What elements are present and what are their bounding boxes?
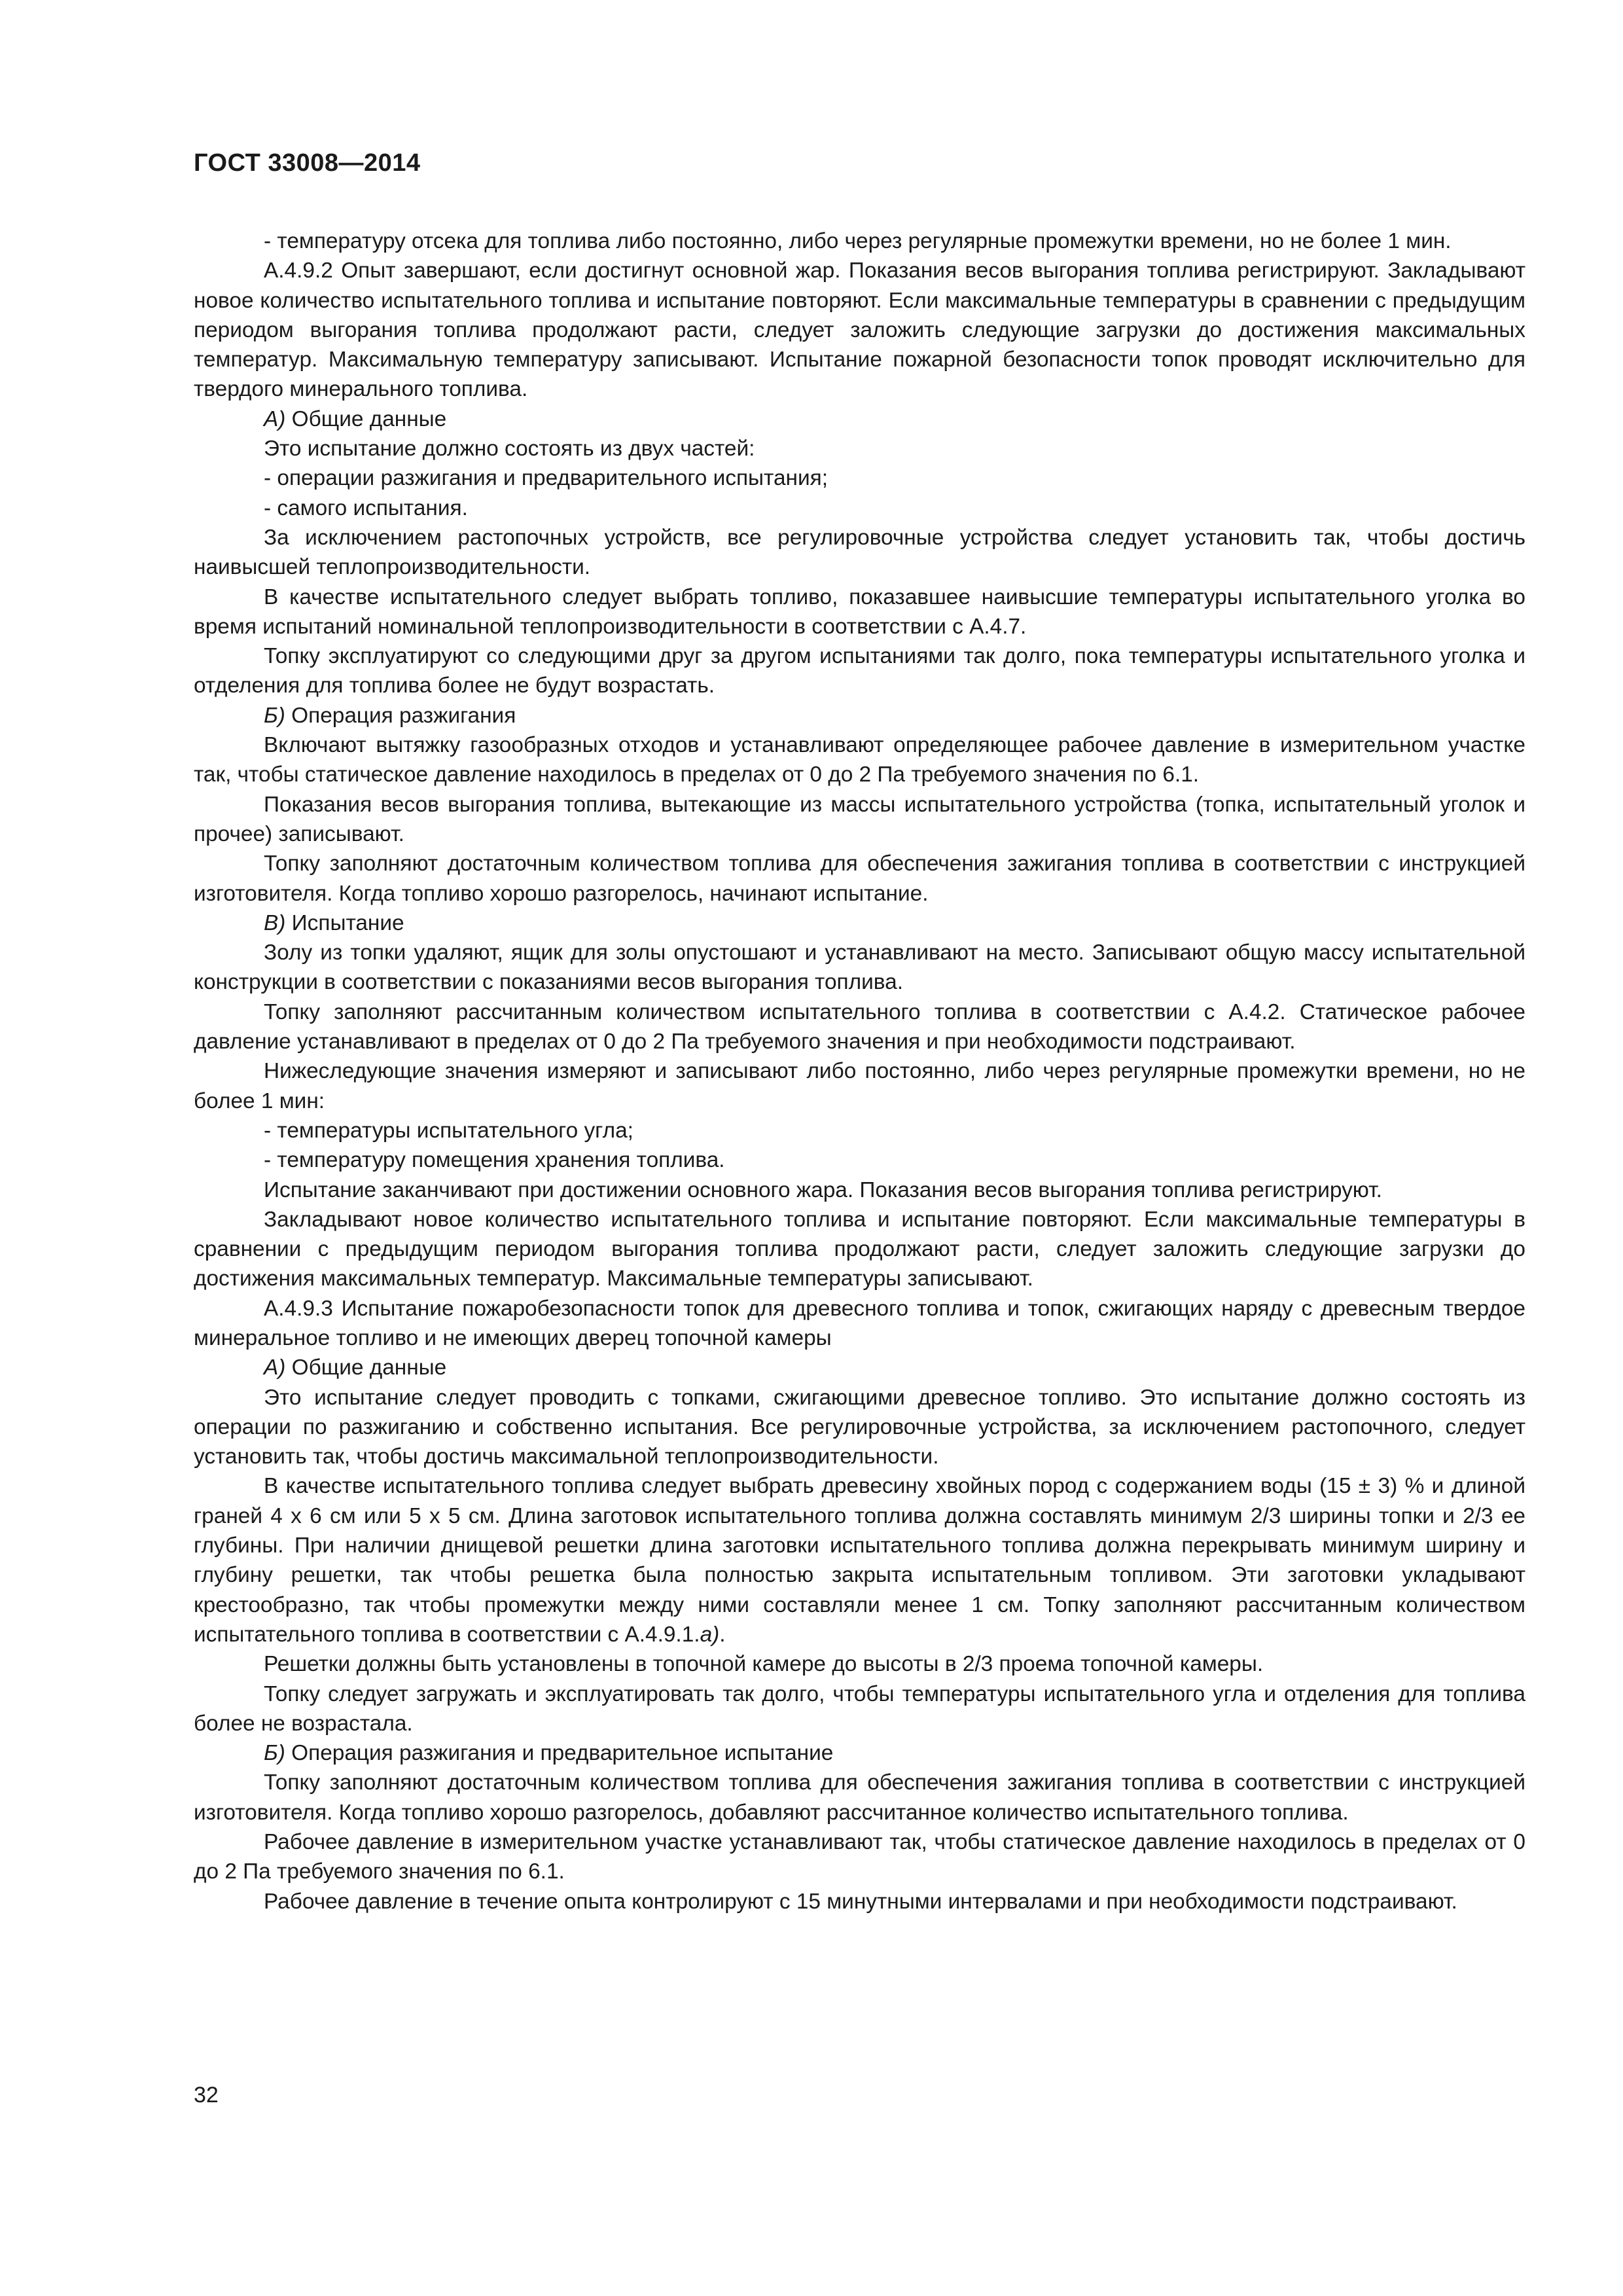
paragraph-text: Общие данные — [285, 406, 447, 431]
paragraph: Решетки должны быть установлены в топочной камере до высоты в 2/3 проема топочной камеры. — [264, 1652, 1264, 1677]
section-label: Б) — [264, 1741, 285, 1766]
paragraph: - операции разжигания и предварительного испытания; — [264, 466, 828, 491]
paragraph: Закладывают новое количество испытательного топлива и испытание повторяют. Если максимальные температуры в сравнении с предыдущим периодом выгорания топлива продолжают расти, следует заложить следующие загрузки до достижения максимальных температур. Максимальные температуры записывают. — [194, 1207, 1525, 1291]
paragraph: - самого испытания. — [264, 495, 468, 520]
paragraph: А.4.9.3 Испытание пожаробезопасности топок для древесного топлива и топок, сжигающих наряду с древесным твердое минеральное топливо и не имеющих дверец топочной камеры — [194, 1296, 1525, 1350]
paragraph — [194, 1353, 1525, 1382]
paragraph: Это испытание следует проводить с топками, сжигающими древесное топливо. Это испытание должно состоять из операции по разжиганию и собственно испытания. Все регулировочные устройства, за исключением растопочного, следует установить так, чтобы достичь максимальной теплопроизводительности. — [194, 1385, 1525, 1469]
paragraph: За исключением растопочных устройств, все регулировочные устройства следует установить так, чтобы достичь наивысшей теплопроизводительности. — [194, 525, 1525, 580]
paragraph: Включают вытяжку газообразных отходов и устанавливают определяющее рабочее давление в измерительном участке так, чтобы статическое давление находилось в пределах от 0 до 2 Па требуемого значения по 6.1. — [194, 733, 1525, 787]
paragraph: Топку заполняют достаточным количеством топлива для обеспечения зажигания топлива в соответствии с инструкцией изготовителя. Когда топливо хорошо разгорелось, начинают испытание. — [194, 852, 1525, 906]
paragraph — [194, 908, 1525, 938]
paragraph: В качестве испытательного следует выбрать топливо, показавшее наивысшие температуры испытательного уголка во время испытаний номинальной теплопроизводительности в соответствии с А.4.7. — [194, 584, 1525, 639]
paragraph-tail: . — [719, 1622, 726, 1647]
paragraph-text: Общие данные — [285, 1355, 447, 1380]
paragraph — [194, 404, 1525, 434]
paragraph: Рабочее давление в измерительном участке устанавливают так, чтобы статическое давление находилось в пределах от 0 до 2 Па требуемого значения по 6.1. — [194, 1830, 1525, 1884]
document-body — [194, 226, 1525, 1916]
reference-italic: а) — [700, 1622, 720, 1647]
page-number: 32 — [194, 2083, 219, 2108]
section-label: А) — [264, 406, 286, 431]
paragraph — [194, 1471, 1525, 1649]
paragraph-text: Операция разжигания — [285, 703, 516, 728]
section-label: А) — [264, 1355, 286, 1380]
paragraph: - температуру отсека для топлива либо постоянно, либо через регулярные промежутки времени, но не более 1 мин. — [264, 229, 1452, 253]
paragraph: Это испытание должно состоять из двух частей: — [264, 437, 755, 461]
paragraph — [194, 701, 1525, 730]
paragraph: Топку следует загружать и эксплуатировать так долго, чтобы температуры испытательного угла и отделения для топлива более не возрастала. — [194, 1681, 1525, 1736]
document-header: ГОСТ 33008—2014 — [194, 149, 421, 177]
paragraph-text: В качестве испытательного топлива следует выбрать древесину хвойных пород с содержанием воды (15 ± 3) % и длиной граней 4 х 6 см или 5 х 5 см. Длина заготовок испытательного топлива должна составлять минимум 2/3 ширины топки и 2/3 ее глубины. При наличии днищевой решетки длина заготовки испытательного топлива должна перекрывать минимум ширину и глубину решетки, так чтобы решетка была полностью закрыта испытательным топливом. Эти заготовки укладывают крестообразно, так чтобы промежутки между ними составляли менее 1 см. Топку заполняют рассчитанным количеством испытательного топлива в соответствии с А.4.9.1. — [194, 1474, 1525, 1647]
paragraph: Топку эксплуатируют со следующими друг за другом испытаниями так долго, пока температуры испытательного уголка и отделения для топлива более не будут возрастать. — [194, 644, 1525, 698]
section-label: Б) — [264, 703, 285, 728]
paragraph: Топку заполняют достаточным количеством топлива для обеспечения зажигания топлива в соответствии с инструкцией изготовителя. Когда топливо хорошо разгорелось, добавляют рассчитанное количество испытательного топлива. — [194, 1770, 1525, 1825]
paragraph: - температуру помещения хранения топлива. — [264, 1148, 725, 1173]
paragraph: - температуры испытательного угла; — [264, 1118, 633, 1143]
paragraph: Показания весов выгорания топлива, вытекающие из массы испытательного устройства (топка, испытательный уголок и прочее) записывают. — [194, 792, 1525, 846]
paragraph — [194, 1738, 1525, 1768]
paragraph: А.4.9.2 Опыт завершают, если достигнут основной жар. Показания весов выгорания топлива регистрируют. Закладывают новое количество испытательного топлива и испытание повторяют. Если максимальные температуры в сравнении с предыдущим периодом выгорания топлива продолжают расти, следует заложить следующие загрузки до достижения максимальных температур. Максимальную температуру записывают. Испытание пожарной безопасности топок проводят исключительно для твердого минерального топлива. — [194, 259, 1525, 402]
section-label: В) — [264, 910, 286, 935]
paragraph-text: Операция разжигания и предварительное испытание — [285, 1741, 834, 1766]
paragraph: Рабочее давление в течение опыта контролируют с 15 минутными интервалами и при необходимости подстраивают. — [264, 1889, 1457, 1914]
paragraph: Золу из топки удаляют, ящик для золы опустошают и устанавливают на место. Записывают общую массу испытательной конструкции в соответствии с показаниями весов выгорания топлива. — [194, 941, 1525, 995]
paragraph: Нижеследующие значения измеряют и записывают либо постоянно, либо через регулярные промежутки времени, но не более 1 мин: — [194, 1059, 1525, 1113]
paragraph: Топку заполняют рассчитанным количеством испытательного топлива в соответствии с А.4.2. Статическое рабочее давление устанавливают в пределах от 0 до 2 Па требуемого значения и при необходимости подстраивают. — [194, 999, 1525, 1054]
paragraph: Испытание заканчивают при достижении основного жара. Показания весов выгорания топлива регистрируют. — [264, 1177, 1382, 1202]
paragraph-text: Испытание — [285, 910, 404, 935]
